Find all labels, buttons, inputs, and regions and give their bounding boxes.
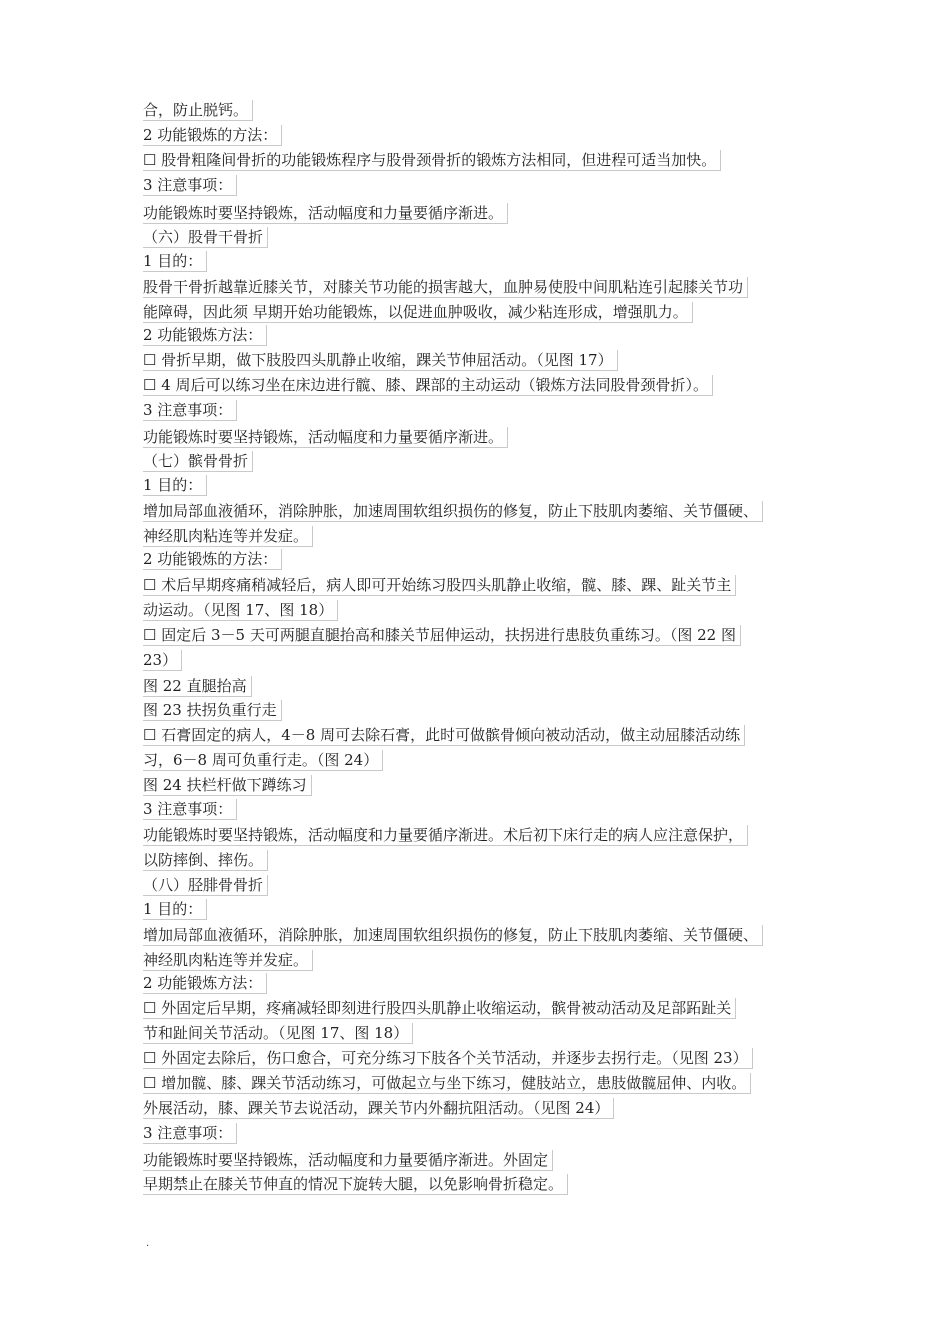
section-heading: 2 功能锻炼的方法： <box>143 549 282 570</box>
list-item: ☐ 固定后 3－5 天可两腿直腿抬高和膝关节屈伸运动，扶拐进行患肢负重练习。（图 22 图 <box>143 625 741 646</box>
list-item: 习，6－8 周可负重行走。（图 24） <box>143 750 383 771</box>
section-heading: 1 目的： <box>143 899 207 920</box>
figure-caption: 图 24 扶栏杆做下蹲练习 <box>143 775 312 796</box>
text-line: 神经肌肉粘连等并发症。 <box>143 526 313 547</box>
section-heading: 2 功能锻炼方法： <box>143 325 267 346</box>
section-heading: 2 功能锻炼方法： <box>143 973 267 994</box>
text-line: 以防摔倒、摔伤。 <box>143 850 268 871</box>
chapter-heading: （八）胫腓骨骨折 <box>143 875 268 896</box>
text-line: 能障碍，因此须 早期开始功能锻炼，以促进血肿吸收，减少粘连形成，增强肌力。 <box>143 302 693 323</box>
list-item: 节和趾间关节活动。（见图 17、图 18） <box>143 1023 413 1044</box>
list-item: ☐ 外固定后早期，疼痛减轻即刻进行股四头肌静止收缩运动，髌骨被动活动及足部跖趾关 <box>143 998 736 1019</box>
text-line: 增加局部血液循环，消除肿胀，加速周围软组织损伤的修复，防止下肢肌肉萎缩、关节僵硬、 <box>143 925 763 946</box>
text-line: 增加局部血液循环，消除肿胀，加速周围软组织损伤的修复，防止下肢肌肉萎缩、关节僵硬、 <box>143 501 763 522</box>
section-heading: 1 目的： <box>143 475 207 496</box>
list-item: ☐ 术后早期疼痛稍减轻后，病人即可开始练习股四头肌静止收缩，髋、膝、踝、趾关节主 <box>143 575 736 596</box>
chapter-heading: （七）髌骨骨折 <box>143 451 253 472</box>
section-heading: 3 注意事项： <box>143 400 237 421</box>
list-item: ☐ 4 周后可以练习坐在床边进行髋、膝、踝部的主动运动（锻炼方法同股骨颈骨折）。 <box>143 375 713 396</box>
list-item: ☐ 石膏固定的病人，4－8 周可去除石膏，此时可做髌骨倾向被动活动，做主动屈膝活动练 <box>143 725 745 746</box>
chapter-heading: （六）股骨干骨折 <box>143 227 268 248</box>
section-heading: 2 功能锻炼的方法： <box>143 125 282 146</box>
list-item: ☐ 股骨粗隆间骨折的功能锻炼程序与股骨颈骨折的锻炼方法相同，但进程可适当加快。 <box>143 150 721 171</box>
section-heading: 1 目的： <box>143 251 207 272</box>
list-item: ☐ 增加髋、膝、踝关节活动练习，可做起立与坐下练习，健肢站立，患肢做髋屈伸、内收。 <box>143 1073 751 1094</box>
section-heading: 3 注意事项： <box>143 175 237 196</box>
text-line: 功能锻炼时要坚持锻炼，活动幅度和力量要循序渐进。 <box>143 203 508 224</box>
text-line: 合，防止脱钙。 <box>143 100 253 121</box>
list-item: 23） <box>143 650 182 671</box>
section-heading: 3 注意事项： <box>143 799 237 820</box>
footer-mark: . <box>146 1238 150 1249</box>
text-line: 功能锻炼时要坚持锻炼，活动幅度和力量要循序渐进。 <box>143 427 508 448</box>
list-item: 动运动。（见图 17、图 18） <box>143 600 338 621</box>
text-line: 早期禁止在膝关节伸直的情况下旋转大腿，以免影响骨折稳定。 <box>143 1174 568 1195</box>
text-line: 功能锻炼时要坚持锻炼，活动幅度和力量要循序渐进。外固定 <box>143 1150 553 1171</box>
figure-caption: 图 23 扶拐负重行走 <box>143 700 282 721</box>
list-item: ☐ 骨折早期，做下肢股四头肌静止收缩，踝关节伸屈活动。（见图 17） <box>143 350 618 371</box>
figure-caption: 图 22 直腿抬高 <box>143 676 252 697</box>
text-line: 神经肌肉粘连等并发症。 <box>143 950 313 971</box>
list-item: 外展活动，膝、踝关节去说活动，踝关节内外翻抗阻活动。（见图 24） <box>143 1098 614 1119</box>
list-item: ☐ 外固定去除后，伤口愈合，可充分练习下肢各个关节活动，并逐步去拐行走。（见图 23） <box>143 1048 753 1069</box>
text-line: 股骨干骨折越靠近膝关节，对膝关节功能的损害越大，血肿易使股中间肌粘连引起膝关节功 <box>143 277 748 298</box>
text-line: 功能锻炼时要坚持锻炼，活动幅度和力量要循序渐进。术后初下床行走的病人应注意保护， <box>143 825 748 846</box>
section-heading: 3 注意事项： <box>143 1123 237 1144</box>
